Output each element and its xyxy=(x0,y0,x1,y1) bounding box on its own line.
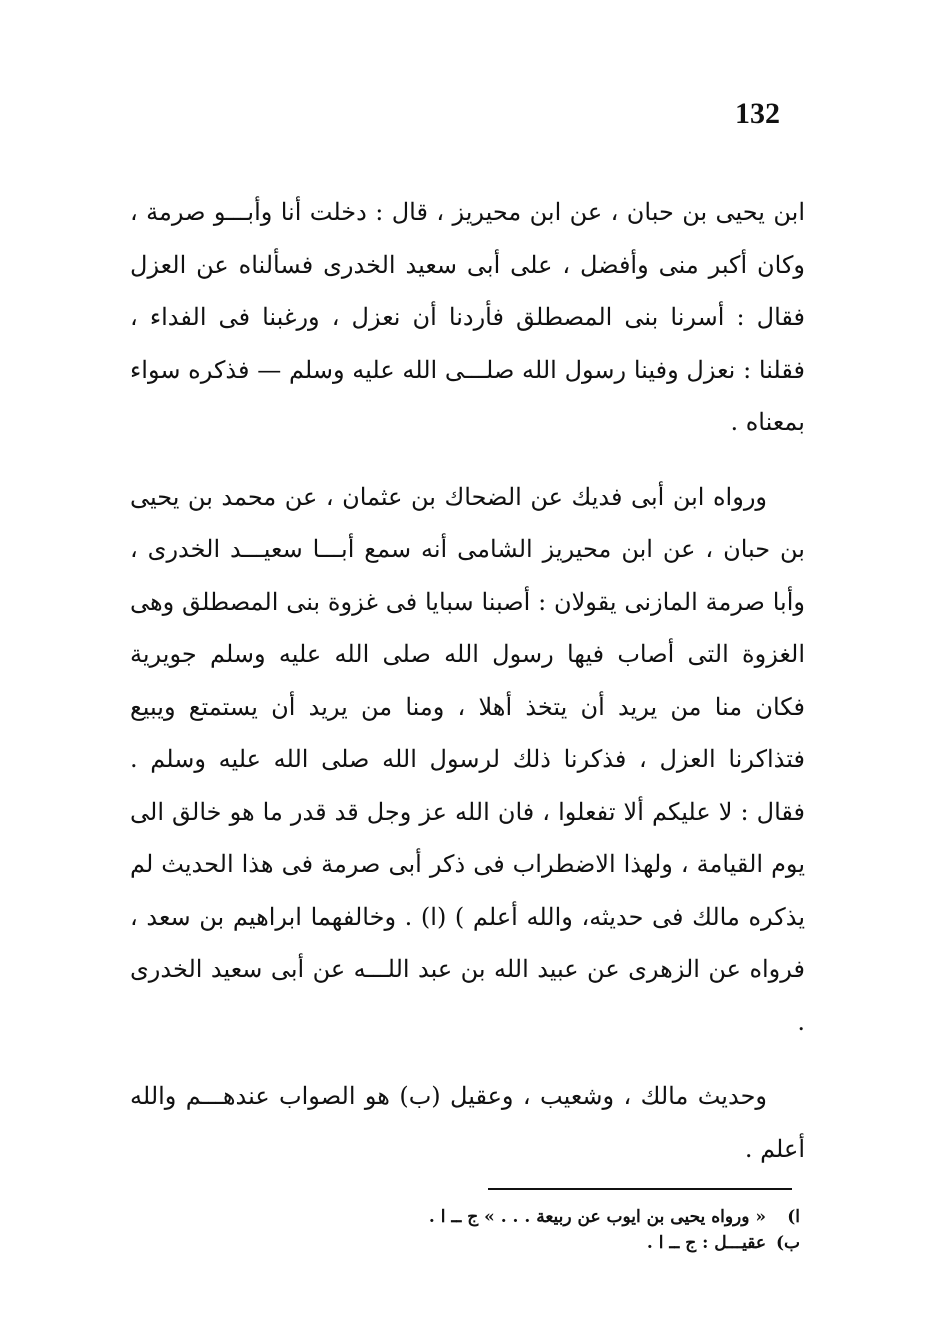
footnotes xyxy=(320,1204,800,1256)
paragraph-3: وحديث مالك ، وشعيب ، وعقيل (ب) هو الصواب عندهـــم والله أعلم . xyxy=(130,1082,805,1163)
footnote-b xyxy=(320,1230,800,1256)
footnote-a xyxy=(320,1204,800,1230)
paragraph-2: ورواه ابن أبى فديك عن الضحاك بن عثمان ، عن محمد بن يحيى بن حبان ، عن ابن محيريز الشامى أنه سمع أبـــا سعيـــد الخدرى ، وأبا صرمة المازنى يقولان : أصبنا سبايا فى غزوة بنى المصطلق وهى الغزوة التى أصاب فيها رسول الله صلى الله عليه وسلم جويرية فكان منا من يريد أن يتخذ أهلا ، ومنا من يريد أن يستمتع ويبيع فتذاكرنا العزل ، فذكرنا ذلك لرسول الله صلى الله عليه وسلم . فقال : لا عليكم ألا تفعلوا ، فان الله عز وجل قد قدر ما هو خالق الى يوم القيامة ، ولهذا الاضطراب فى ذكر أبى صرمة فى هذا الحديث لم يذكره مالك فى حديثه، والله أعلم ) (ا) . وخالفهما ابراهيم بن سعد ، فرواه عن الزهرى عن عبيد الله بن عبد اللـــه عن أبى سعيد الخدرى . xyxy=(130,482,805,1036)
body-text xyxy=(130,186,805,1175)
paragraph-1: ابن يحيى بن حبان ، عن ابن محيريز ، قال : دخلت أنا وأبـــو صرمة ، وكان أكبر منى وأفضل ، على أبى سعيد الخدرى فسألناه عن العزل فقال : أسرنا بنى المصطلق فأردنا أن نعزل ، ورغبنا فى الفداء ، فقلنا : نعزل وفينا رسول الله صلـــى الله عليه وسلم — فذكره سواء بمعناه . xyxy=(130,198,805,436)
footnote-divider xyxy=(488,1188,792,1190)
footnote-b-mark: ب) xyxy=(775,1233,800,1253)
footnote-b-text: عقيـــل : ج ــ ا . xyxy=(646,1233,766,1253)
page-number: 132 xyxy=(735,97,780,130)
footnote-a-mark: ا) xyxy=(787,1207,800,1227)
footnote-a-text: « ورواه يحيى بن ايوب عن ربيعة . . . » ج ــ ا . xyxy=(428,1207,766,1227)
